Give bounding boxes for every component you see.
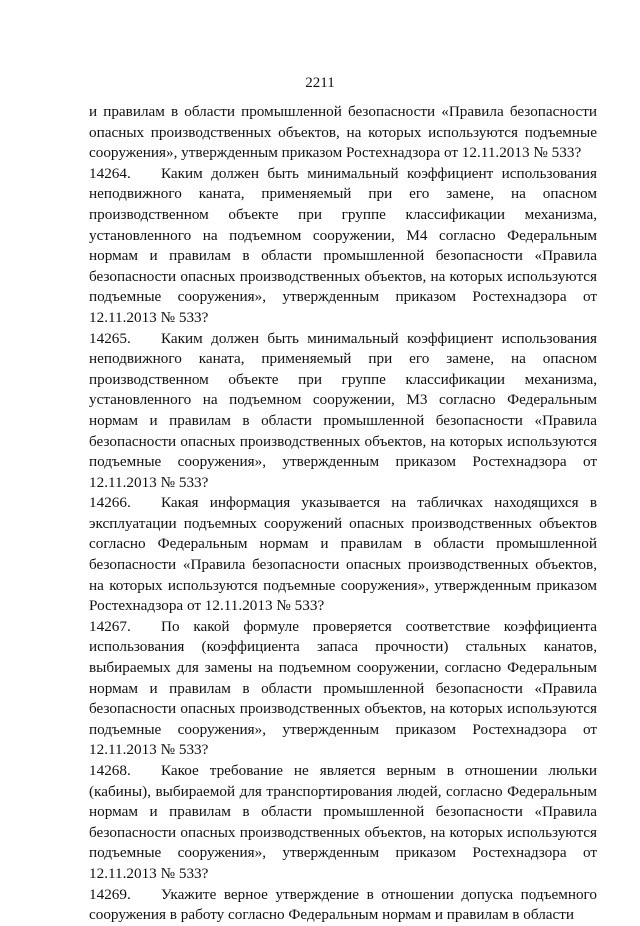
question-number: 14269. <box>89 885 131 903</box>
question-item <box>89 761 597 885</box>
question-item <box>89 617 597 761</box>
page-number: 2211 <box>305 75 335 91</box>
question-number: 14265. <box>89 329 131 347</box>
question-text: По какой формуле проверяется соответствие коэффициента использования (коэффициента запаса прочности) стальных канатов, выбираемых для замены на подъемном сооружении, согласно Федеральным нормам и правилам в области промышленной безопасности «Правила безопасности опасных производственных объектов, на которых используются подъемные сооружения», утвержденным приказом Ростехнадзора от 12.11.2013 № 533? <box>89 617 597 759</box>
question-number: 14266. <box>89 494 131 512</box>
question-number: 14267. <box>89 617 131 635</box>
question-item <box>89 329 597 494</box>
question-text: Укажите верное утверждение в отношении допуска подъемного сооружения в работу согласно Федеральным нормам и правилам в области <box>89 885 597 924</box>
question-item <box>89 164 597 329</box>
document-body <box>89 102 597 926</box>
question-text: Каким должен быть минимальный коэффициент использования неподвижного каната, применяемый при его замене, на опасном производственном объекте при группе классификации механизма, установленного на подъемном сооружении, М3 согласно Федеральным нормам и правилам в области промышленной безопасности «Правила безопасности опасных производственных объектов, на которых используются подъемные сооружения», утвержденным приказом Ростехнадзора от 12.11.2013 № 533? <box>89 329 597 491</box>
question-number: 14264. <box>89 164 131 182</box>
question-item <box>89 493 597 617</box>
question-text: Какая информация указывается на табличках находящихся в эксплуатации подъемных сооружений опасных производственных объектов согласно Федеральным нормам и правилам в области промышленной безопасности «Правила безопасности опасных производственных объектов, на которых используются подъемные сооружения», утвержденным приказом Ростехнадзора от 12.11.2013 № 533? <box>89 494 597 615</box>
question-number: 14268. <box>89 762 131 779</box>
continuation-paragraph: и правилам в области промышленной безопасности «Правила безопасности опасных производственных объектов, на которых используются подъемные сооружения», утвержденным приказом Ростехнадзора от 12.11.2013 № 533? <box>89 103 597 162</box>
question-text: Каким должен быть минимальный коэффициент использования неподвижного каната, применяемый при его замене, на опасном производственном объекте при группе классификации механизма, установленного на подъемном сооружении, М4 согласно Федеральным нормам и правилам в области промышленной безопасности «Правила безопасности опасных производственных объектов, на которых используются подъемные сооружения», утвержденным приказом Ростехнадзора от 12.11.2013 № 533? <box>89 164 597 326</box>
question-item <box>89 885 597 926</box>
question-text: Какое требование не является верным в отношении люльки (кабины), выбираемой для транспортирования людей, согласно Федеральным нормам и правилам в области промышленной безопасности «Правила безопасности опасных производственных объектов, на которых используются подъемные сооружения», утвержденным приказом Ростехнадзора от 12.11.2013 № 533? <box>89 762 597 882</box>
